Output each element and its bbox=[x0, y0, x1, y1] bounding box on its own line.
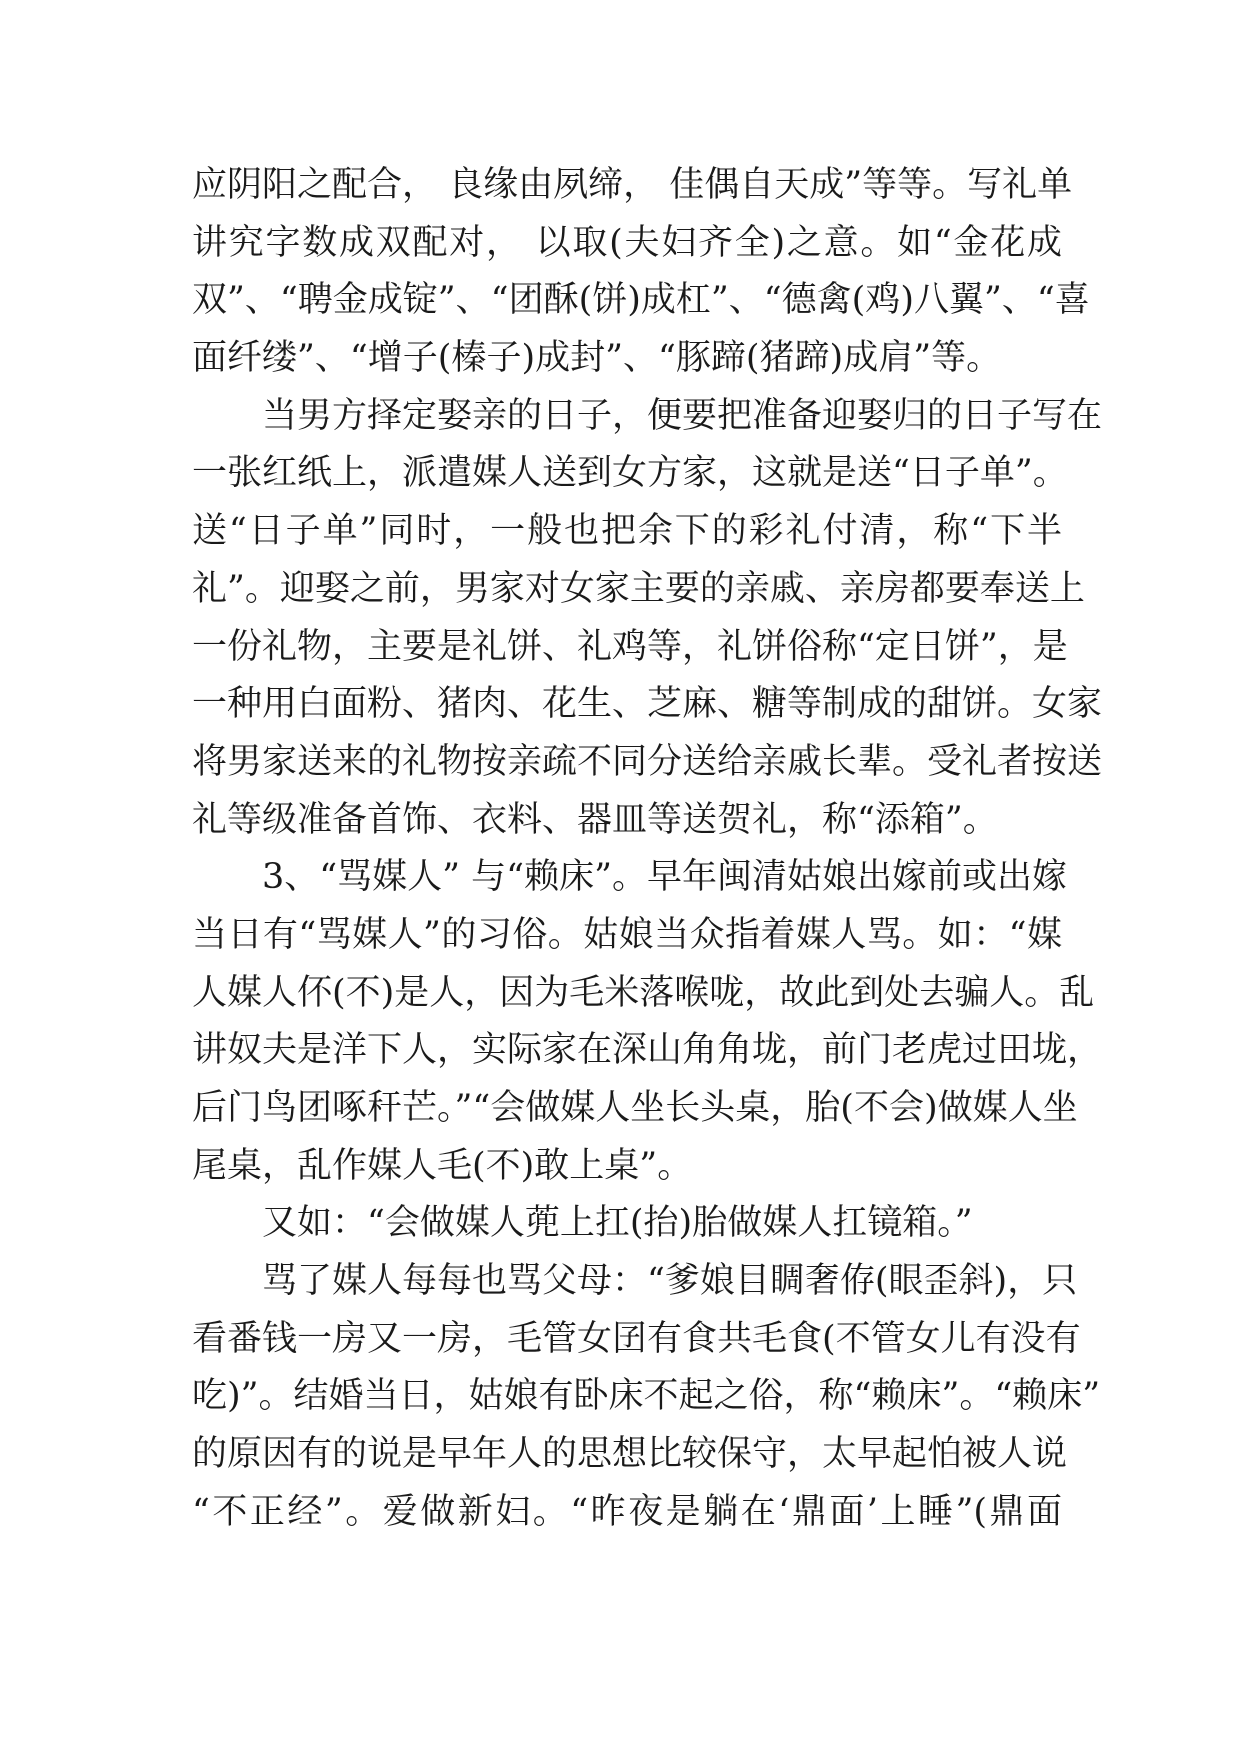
text-line: 面纤缕”、“增子(榛子)成封”、“豚蹄(猪蹄)成肩”等。 bbox=[192, 338, 1002, 379]
text-line: 3、“骂媒人” 与“赖床”。早年闽清姑娘出嫁前或出嫁 bbox=[262, 857, 1067, 898]
text-line: 礼”。迎娶之前，男家对女家主要的亲戚、亲房都要奉送上 bbox=[192, 568, 1085, 609]
text-line: 一份礼物，主要是礼饼、礼鸡等，礼饼俗称“定日饼”，是 bbox=[192, 626, 1068, 667]
text-line: 看番钱一房又一房，毛管女囝有食共毛食(不管女儿有没有 bbox=[192, 1318, 1081, 1359]
text-line: 讲奴夫是洋下人，实际家在深山角角垅，前门老虎过田垅， bbox=[192, 1030, 1103, 1071]
text-line: 吃)”。结婚当日，姑娘有卧床不起之俗，称“赖床”。“赖床” bbox=[192, 1376, 1101, 1417]
text-line: 礼等级准备首饰、衣料、器皿等送贺礼，称“添箱”。 bbox=[192, 799, 998, 840]
text-line: 尾桌，乱作媒人毛(不)敢上桌”。 bbox=[192, 1145, 693, 1186]
text-line: 又如：“会做媒人蔸上扛(抬)胎做媒人扛镜箱。” bbox=[262, 1203, 973, 1244]
text-line: 双”、“聘金成锭”、“团酥(饼)成杠”、“德禽(鸡)八翼”、“喜 bbox=[192, 280, 1090, 321]
text-line: 讲究字数成双配对， 以取(夫妇齐全)之意。如“金花成 bbox=[192, 222, 1062, 263]
text-line: 的原因有的说是早年人的思想比较保守，太早起怕被人说 bbox=[192, 1434, 1068, 1475]
text-line: 送“日子单”同时，一般也把余下的彩礼付清，称“下半 bbox=[192, 511, 1062, 552]
text-line: 将男家送来的礼物按亲疏不同分送给亲戚长辈。受礼者按送 bbox=[192, 741, 1103, 782]
text-line: “不正经”。爱做新妇。“昨夜是躺在‘鼎面’上睡”(鼎面 bbox=[192, 1491, 1062, 1532]
text-line: 一张红纸上，派遣媒人送到女方家，这就是送“日子单”。 bbox=[192, 453, 1068, 494]
text-line: 一种用白面粉、猪肉、花生、芝麻、糖等制成的甜饼。女家 bbox=[192, 684, 1103, 725]
text-line: 当日有“骂媒人”的习俗。姑娘当众指着媒人骂。如：“媒 bbox=[192, 914, 1062, 955]
text-line: 人媒人伓(不)是人，因为毛米落喉咙，故此到处去骗人。乱 bbox=[192, 972, 1095, 1013]
body-text bbox=[192, 157, 1103, 1542]
text-line: 应阴阳之配合， 良缘由夙缔， 佳偶自天成”等等。写礼单 bbox=[192, 165, 1073, 205]
text-line: 骂了媒人每每也骂父母：“爹娘目睭奢侟(眼歪斜)，只 bbox=[262, 1261, 1078, 1302]
text-line: 后门鸟团啄秆芒。”“会做媒人坐长头桌，胎(不会)做媒人坐 bbox=[192, 1088, 1078, 1128]
text-line: 当男方择定娶亲的日子，便要把准备迎娶归的日子写在 bbox=[262, 395, 1103, 436]
